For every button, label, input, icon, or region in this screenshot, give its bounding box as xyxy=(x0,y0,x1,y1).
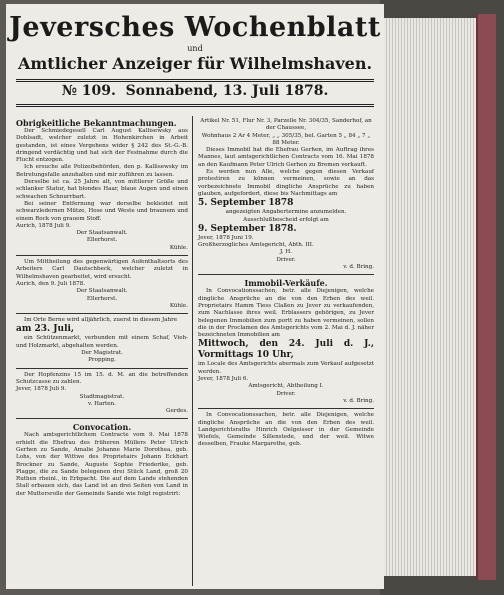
notice-signature-name: Propping. xyxy=(88,357,116,364)
notice-separator xyxy=(16,368,188,369)
auction-date: Mittwoch, den 24. Juli d. J., Vormittags 10 Uhr, xyxy=(198,339,374,361)
date-rule-thin xyxy=(16,106,374,107)
court-name: Großherzogliches Amtsgericht, Abth. III. xyxy=(198,242,314,249)
notice-separator xyxy=(16,313,188,314)
notice-text: Derselbe ist ca. 25 Jahre alt, von mittlerer Größe und schlanker Statur, hat blondes Haar, blaue Augen und einen schwachen Schnurrbart. xyxy=(16,179,188,200)
notice-place-date: Aurich, 1878 Juli 9. xyxy=(16,222,71,229)
notice-clerk: v. d. Bring. xyxy=(343,397,374,404)
notice-place-date: Jever, 1878 Juni 19. xyxy=(198,234,254,241)
date-rule xyxy=(16,104,374,105)
notice-text: In Convocationssachen, betr. alle Diejenigen, welche dingliche Ansprüche an die von den Erben des weil. Proprietairs Hamm Tiess Claßen zu Jever zu verkaufenden, zum Nachlasse ihres weil. Erblassers gehörigen, zu Jever belegenen Immobilien zum portt zu haben vermeinen, sollen die in der Proclamen des Amtsgerichts vom 2. Mai d. J. näher bezeichneten Immobilien am xyxy=(198,288,374,339)
notice-text: Der Schmiedegesell Carl August Kallisewsky aus Dohlsadt, welcher zuletzt in Hohenkirchen in Arbeit gestanden, ist eines Vergehens wider § 242 des St.-G.-B. dringend verdächtig und hat sich der Festnahme durch die Flucht entzogen. xyxy=(16,128,188,164)
notice-signature-role: Stadtmagistrat. xyxy=(79,393,125,400)
notice-text: Wohnhaus 2 Ar 4 Meter, „ „ 305/35, bel. Garten 5 „ 84 „ 7 „ 88 Meter. xyxy=(201,132,371,146)
notice-place-date: Jever, 1878 Juli 6. xyxy=(198,376,249,383)
masthead-title: Jeversches Wochenblatt xyxy=(9,12,381,43)
notice-signature-role: Der Staatsanwalt. xyxy=(76,288,128,295)
notice-text: Im Orte Berne wird alljährlich, zuerst in diesem Jahre xyxy=(24,317,178,324)
masthead-subtitle: Amtlicher Anzeiger für Wilhelmshaven. xyxy=(17,54,373,73)
book-spine xyxy=(476,14,496,580)
top-rule xyxy=(16,79,374,80)
notice-separator xyxy=(198,408,374,409)
notice-separator xyxy=(16,255,188,256)
notice-signature-role: Der Magistrat. xyxy=(81,350,123,357)
notice-separator xyxy=(16,418,188,419)
left-column xyxy=(16,118,188,498)
notice-text: Es werden nun Alle, welche gegen diesen Verkauf protestiren zu können vermeinen, sowie an das vorbezeichnete Immobil dingliche Ansprüche zu haben glauben, aufgefordert, diese bis Nachmittags am xyxy=(198,169,374,197)
notice-text: Um Mittheilung des gegenwärtigen Aufenthaltsorts des Arbeiters Carl Dautschbeck, welcher zuletzt in Wilhelmshaven gearbeitet, wird ersucht. xyxy=(16,259,188,280)
issue-number: № 109. xyxy=(61,83,116,99)
newspaper-page xyxy=(6,4,384,589)
notice-text: im Locale des Amtsgerichts abermals zum Verkauf aufgesetzt werden. xyxy=(198,361,374,375)
notice-text: Nach amtsgerichtlichem Contracte vom 9. Mai 1878 erhielt die Ehefrau des früheren Müllers Peter Ulrich Gerhen zu Sande, Amalie Johanne Marie Dorothea, geb. Lohs, von der Wittwe des Proprietairs Johann Eckhart Brockner zu Sande, Auguste Sophie Friederike, geb. Plagge, die zu Sande belegenen drei Stück Land, groß 20 Ruthen rheinl., in Erbpacht. Die auf dem Lande stehenden Stall erbauen sich, das Land ist an drei Seiten von Land in der Muttersrolle der Gemeinde Sande wie folgt registrirt: xyxy=(16,432,188,497)
notice-text: Dieses Immobil hat die Ehefrau Gerhen, im Auftrag ihres Mannes, laut amtsgerichtlichen Contracts vom 16. Mai 1878 an den Kaufmann Peter Ulrich Gerhen zu Bremen verkauft. xyxy=(198,147,374,168)
deadline-date: 5. September 1878 xyxy=(198,198,294,209)
notice-signature-name: J. H. xyxy=(279,249,293,256)
official-notices-heading: Obrigkeitliche Bekanntmachungen. xyxy=(16,118,177,128)
convocation-heading: Convocation. xyxy=(72,422,132,433)
top-rule-thin xyxy=(16,81,374,82)
issue-date: Sonnabend, 13. Juli 1878. xyxy=(125,83,329,99)
court-name: Amtsgericht, Abtheilung I. xyxy=(248,383,324,390)
notice-text: Ich ersuche alle Polizeibehörden, den p. Kallisewsky im Betretungsfalle anzuhalten und mir zuführen zu lassen. xyxy=(16,164,188,178)
notice-signature-name: v. Harten. xyxy=(88,400,116,407)
notice-separator xyxy=(198,274,374,275)
notice-place-date: Jever, 1878 Juli 9. xyxy=(16,386,67,393)
notice-clerk: Kühle. xyxy=(169,244,188,251)
notice-text: Artikel Nr. 51, Flur Nr. 3, Parzelle Nr. 304/35, Sanderhof, an der Chaussee, xyxy=(200,118,372,132)
page-edges xyxy=(384,18,476,576)
notice-text: Der Hopfenzins 15 im 15. d. M. an die betreffenden Schutzcasse zu zahlen. xyxy=(16,371,188,385)
notice-signature-role: Der Staatsanwalt. xyxy=(76,230,128,237)
column-divider xyxy=(192,116,193,586)
notice-clerk: Kühle. xyxy=(169,302,188,309)
notice-signature-name: Ellerhorst. xyxy=(86,237,118,244)
market-date: am 23. Juli, xyxy=(16,324,75,335)
notice-place-date: Aurich, den 9. Juli 1878. xyxy=(16,280,85,287)
issue-dateline xyxy=(6,83,384,99)
notice-signature-name: Driver. xyxy=(276,256,296,263)
notice-signature-name: Ellerhorst. xyxy=(86,295,118,302)
property-sales-heading: Immobil-Verkäufe. xyxy=(244,278,328,289)
notice-text: Bei seiner Entfernung war derselbe bekleidet mit schwarzledernen Mütze, Hose und Weste und braunem und einem Rock von grauem Stoff. xyxy=(16,200,188,222)
notice-text: angezeigten Angaberterminе anzumelden. xyxy=(225,209,347,216)
notice-text: In Convocationssachen, betr. alle Diejenigen, welche dingliche Ansprüche an die von den Erben des weil. Landgerichtsraths Hinrich Oelgeisser in der Gemeinde Wiefels, Gemeinde Sillenstede, und der weil. Witwe desselben, Frauke Margarethe, geb. xyxy=(198,412,374,448)
notice-text: ein Schützenmarkt, verbunden mit einem Schaf, Vieh- und Holzmarkt, abgehalten werden. xyxy=(16,335,188,349)
notice-signature-name: Driver. xyxy=(276,390,296,397)
exclusion-date: 9. September 1878. xyxy=(198,223,297,234)
masthead-und: und xyxy=(187,44,203,53)
notice-clerk: v. d. Bring. xyxy=(343,264,374,271)
notice-clerk: Gerdes. xyxy=(166,408,188,415)
right-column xyxy=(198,118,374,449)
notice-text: Ausschlußbescheid erfolgt am xyxy=(243,216,329,223)
